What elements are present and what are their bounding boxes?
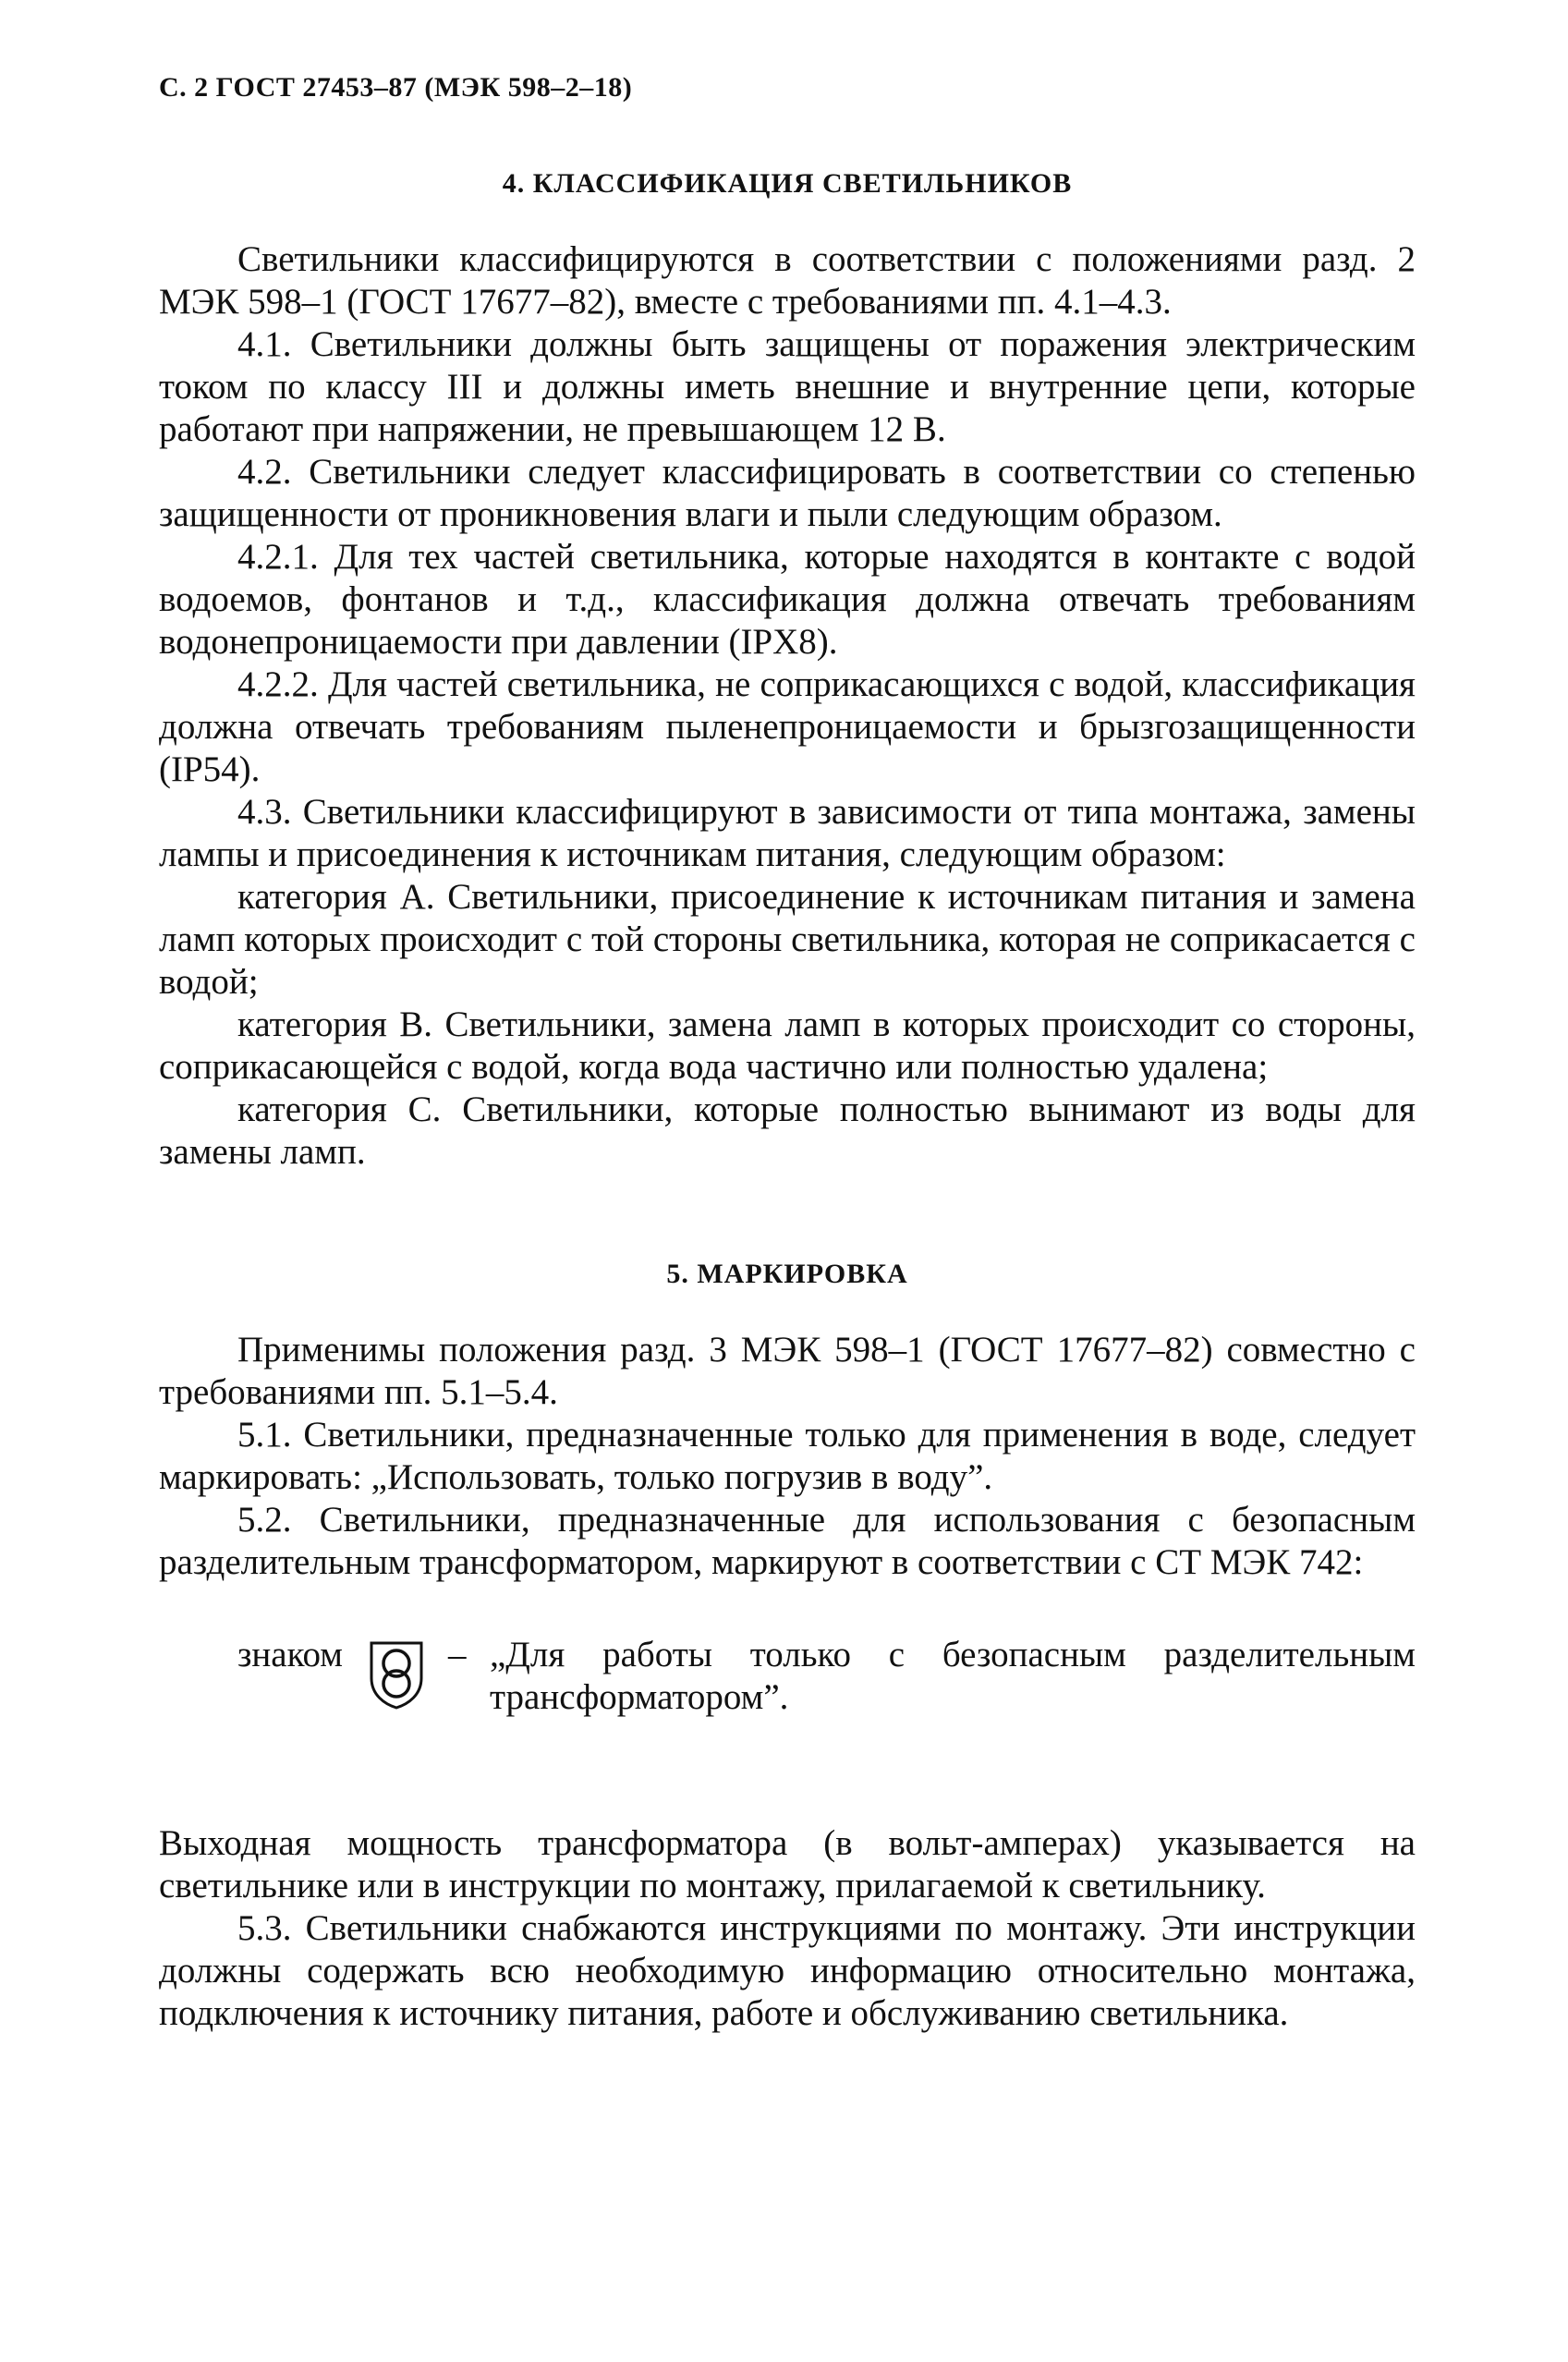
symbol-label: знаком — [237, 1635, 343, 1674]
section-4-body — [159, 238, 1416, 1174]
paragraph-5-2: 5.2. Светильники, предназначенные для использования с безопасным разделительным трансформатором, маркируют в соответствии с СТ МЭК 742: — [159, 1500, 1416, 1582]
paragraph-4-3: 4.3. Светильники классифицируют в зависимости от типа монтажа, замены лампы и присоединения к источникам питания, следующим образом: — [159, 792, 1416, 874]
symbol-dash: – — [448, 1635, 467, 1674]
paragraph-5-intro: Применимы положения разд. 3 МЭК 598–1 (ГОСТ 17677–82) совместно с требованиями пп. 5.1–5.4. — [159, 1330, 1416, 1412]
paragraph-4-2: 4.2. Светильники следует классифицировать в соответствии со степенью защищенности от проникновения влаги и пыли следующим образом. — [159, 452, 1416, 534]
paragraph-output-power: Выходная мощность трансформатора (в вольт-амперах) указывается на светильнике или в инструкции по монтажу, прилагаемой к светильнику. — [159, 1823, 1416, 1905]
paragraph-4-2-2: 4.2.2. Для частей светильника, не соприкасающихся с водой, классификация должна отвечать требованиям пыленепроницаемости и брызгозащищенности (IP54). — [159, 664, 1416, 789]
symbol-description: „Для работы только с безопасным разделительным трансформатором”. — [490, 1635, 1416, 1717]
section-5-body-continued — [159, 1822, 1416, 2035]
marking-symbol-line — [159, 1634, 1416, 1735]
section-4-title: 4. КЛАССИФИКАЦИЯ СВЕТИЛЬНИКОВ — [502, 168, 1073, 199]
section-5-title: 5. МАРКИРОВКА — [666, 1259, 908, 1289]
category-b: категория В. Светильники, замена ламп в которых происходит со стороны, соприкасающейся с водой, когда вода частично или полностью удалена; — [159, 1004, 1416, 1087]
category-c: категория С. Светильники, которые полностью вынимают из воды для замены ламп. — [159, 1090, 1416, 1172]
section-5-body — [159, 1329, 1416, 1584]
safety-isolating-transformer-icon — [366, 1638, 427, 1710]
page-header: С. 2 ГОСТ 27453–87 (МЭК 598–2–18) — [159, 72, 633, 103]
paragraph-4-intro: Светильники классифицируются в соответствии с положениями разд. 2 МЭК 598–1 (ГОСТ 17677–82), вместе с требованиями пп. 4.1–4.3. — [159, 239, 1416, 322]
category-a: категория А. Светильники, присоединение к источникам питания и замена ламп которых происходит с той стороны светильника, которая не соприкасается с водой; — [159, 877, 1416, 1002]
paragraph-4-1: 4.1. Светильники должны быть защищены от поражения электрическим током по классу III и должны иметь внешние и внутренние цепи, которые работают при напряжении, не превышающем 12 В. — [159, 324, 1416, 449]
paragraph-5-3: 5.3. Светильники снабжаются инструкциями по монтажу. Эти инструкции должны содержать всю необходимую информацию относительно монтажа, подключения к источнику питания, работе и обслуживанию светильника. — [159, 1908, 1416, 2033]
paragraph-5-1: 5.1. Светильники, предназначенные только для применения в воде, следует маркировать: „Использовать, только погрузив в воду”. — [159, 1415, 1416, 1497]
paragraph-4-2-1: 4.2.1. Для тех частей светильника, которые находятся в контакте с водой водоемов, фонтанов и т.д., классификация должна отвечать требованиям водонепроницаемости при давлении (IPX8). — [159, 537, 1416, 662]
